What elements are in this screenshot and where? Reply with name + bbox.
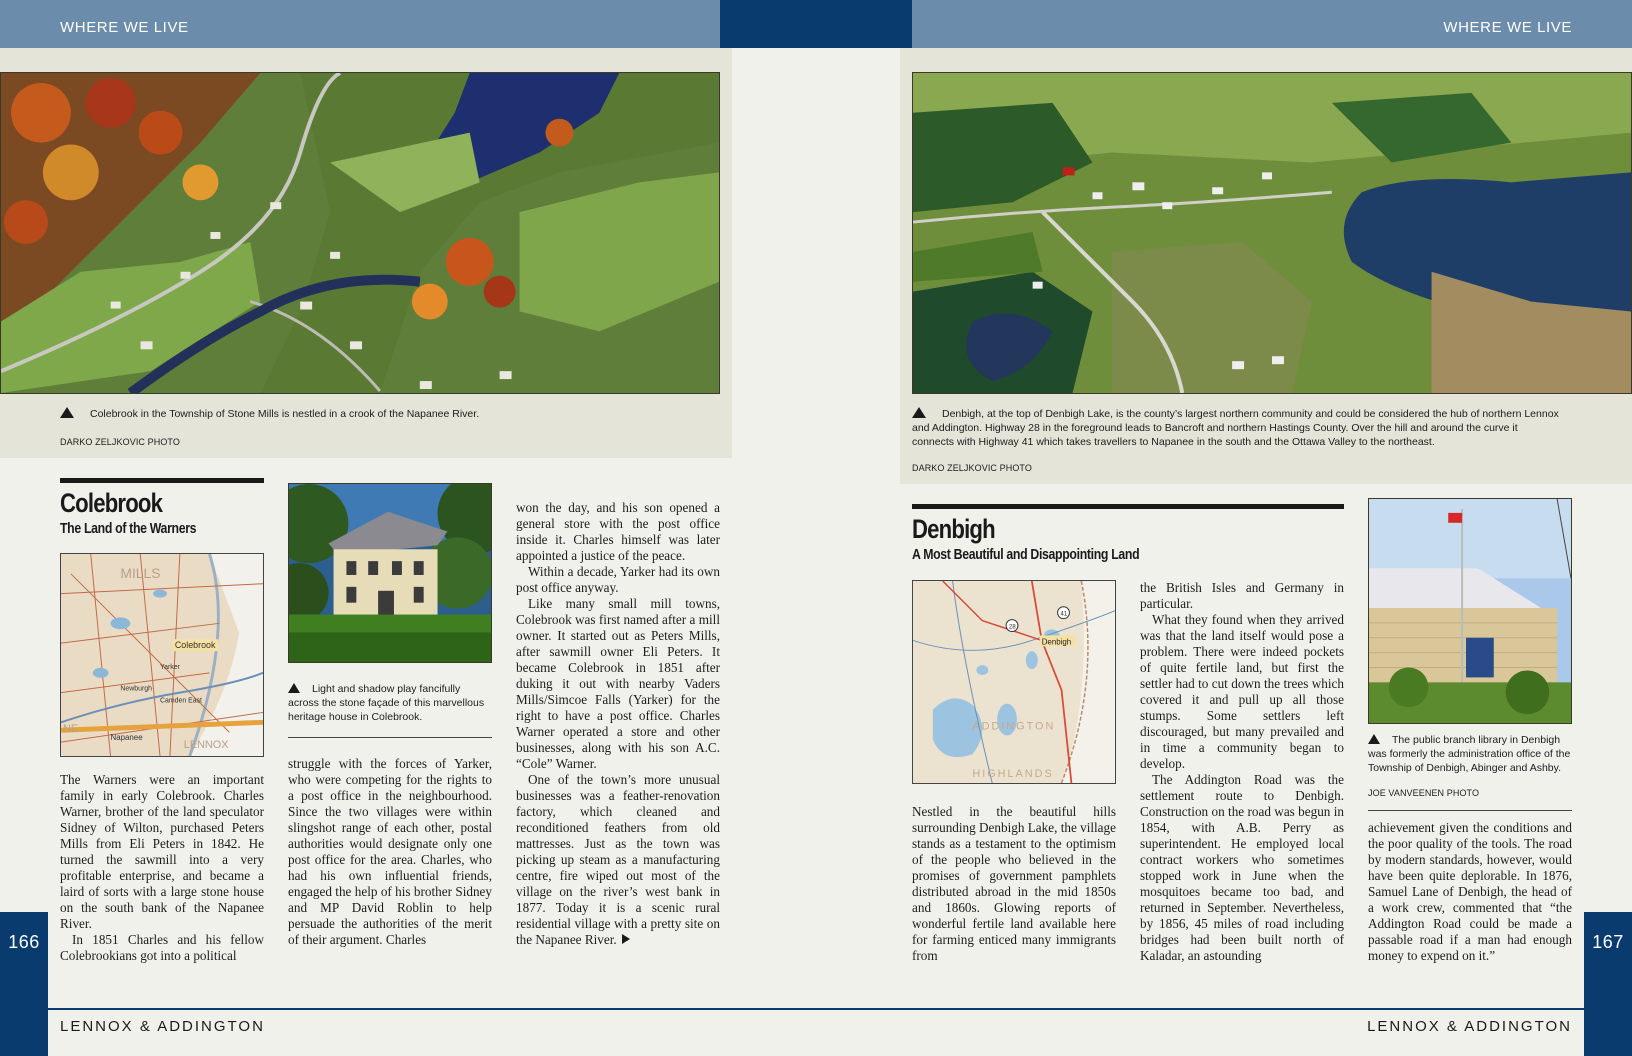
caption-pointer-icon bbox=[60, 407, 74, 418]
library-photo-credit: JOE VANVEENEN PHOTO bbox=[1368, 788, 1480, 798]
colebrook-text-col-3 bbox=[516, 500, 720, 948]
colebrook-title: Colebrook bbox=[60, 488, 163, 518]
colebrook-subtitle: The Land of the Warners bbox=[60, 520, 197, 537]
denbigh-title-rule bbox=[912, 504, 1344, 509]
footer-rule bbox=[48, 1008, 1584, 1010]
map-label-mills: MILLS bbox=[120, 564, 161, 581]
denbigh-text-col-3 bbox=[1368, 820, 1572, 964]
denbigh-text-col-2 bbox=[1140, 580, 1344, 964]
paragraph: The Warners were an important family in early Colebrook. Charles Warner, brother of the land speculator Sidney of Wilton, purchased Peters Mills from Eli Peters in 1842. He turned the sawmill into a very profitable enterprise, and became a laird of sorts with a large stone house on the south bank of the Napanee River. bbox=[60, 772, 264, 931]
paragraph: Like many small mill towns, Colebrook was first named after a mill owner. It started out as Peters Mills, after sawmill owner Eli Peters. It became Colebrook in 1851 after duking it out with nearby Vaders Mills/Simcoe Falls (Yarker) for the right to have a post office. Charles Warner operated a store and other businesses, along with his son A.C. “Cole” Warner. bbox=[516, 596, 720, 771]
end-of-article-icon bbox=[622, 934, 630, 944]
map-label-camden-east: Camden East bbox=[160, 697, 202, 705]
denbigh-photo-credit: DARKO ZELJKOVIC PHOTO bbox=[912, 463, 1032, 473]
page-number-left: 166 bbox=[0, 912, 48, 1056]
colebrook-text-col-2 bbox=[288, 756, 492, 948]
map-label-newburgh: Newburgh bbox=[120, 685, 152, 693]
paragraph: The Addington Road was the settlement route to Denbigh. Construction on the road was begun in 1854, with A.B. Perry as superintendent. He employed local contract workers who sometimes stopped work in June when the mosquitoes became too bad, and returned in September. Nevertheless, by 1856, 45 miles of road including bridges had been built north of Kaladar, an astounding bbox=[1140, 772, 1344, 963]
map-label-napanee: Napanee bbox=[110, 733, 143, 743]
map-label-hwy-28: 28 bbox=[1009, 624, 1016, 631]
map-label-lennox: LENNOX bbox=[183, 739, 229, 752]
paragraph: Within a decade, Yarker had its own post office anyway. bbox=[516, 564, 720, 595]
page-number-right: 167 bbox=[1584, 912, 1632, 1056]
map-label-highlands: HIGHLANDS bbox=[972, 768, 1054, 781]
denbigh-title: Denbigh bbox=[912, 514, 995, 544]
colebrook-title-rule bbox=[60, 478, 264, 483]
caption-pointer-icon bbox=[1368, 734, 1380, 744]
map-label-hwy-41: 41 bbox=[1060, 611, 1068, 618]
caption-pointer-icon bbox=[912, 407, 926, 418]
denbigh-map bbox=[912, 580, 1116, 784]
colebrook-aerial-photo bbox=[0, 72, 720, 394]
library-photo-caption: The public branch library in Denbigh was formerly the administration office of the Township of Denbigh, Abinger and Ashby. bbox=[1368, 734, 1571, 774]
paragraph: In 1851 Charles and his fellow Colebrookians got into a political bbox=[60, 932, 264, 963]
library-caption-rule bbox=[1368, 810, 1572, 811]
caption-pointer-icon bbox=[288, 683, 300, 693]
paragraph: the British Isles and Germany in particular. bbox=[1140, 580, 1344, 611]
map-label-ne: NE bbox=[62, 723, 79, 736]
map-label-yarker: Yarker bbox=[160, 663, 180, 671]
house-caption-rule bbox=[288, 737, 492, 738]
heritage-house-caption: Light and shadow play fancifully across the stone façade of this marvellous heritage house in Colebrook. bbox=[288, 683, 485, 723]
colebrook-photo-credit: DARKO ZELJKOVIC PHOTO bbox=[60, 437, 180, 447]
header-spine-block bbox=[720, 0, 912, 48]
footer-title-right: LENNOX & ADDINGTON bbox=[1367, 1018, 1572, 1035]
section-label-left: WHERE WE LIVE bbox=[60, 19, 189, 36]
paragraph: achievement given the conditions and the poor quality of the tools. The road by modern standards, however, would have been quite deplorable. In 1876, Samuel Lane of Denbigh, the head of a work crew, commented that “the Addington Road could be made a passable road if a man had enough money to expend on it.” bbox=[1368, 820, 1572, 963]
paragraph: What they found when they arrived was that the land itself would pose a problem. There were indeed pockets of quite fertile land, but first the settler had to cut down the trees which covered it and pull up all those stumps. Some settlers left discouraged, but many prevailed and in time a community began to develop. bbox=[1140, 612, 1344, 771]
footer-title-left: LENNOX & ADDINGTON bbox=[60, 1018, 265, 1035]
section-label-right: WHERE WE LIVE bbox=[1443, 19, 1572, 36]
colebrook-photo-caption: Colebrook in the Township of Stone Mills is nestled in a crook of the Napanee River. bbox=[60, 407, 700, 421]
paragraph: Nestled in the beautiful hills surrounding Denbigh Lake, the village stands as a testament to the optimism of the people who believed in the promises of government pamphlets distributed abroad in the mid 1850s and 1860s. Glowing reports of wonderful fertile land available here for farming enticed many immigrants from bbox=[912, 804, 1116, 963]
map-label-addington: ADDINGTON bbox=[972, 720, 1056, 733]
colebrook-text-col-1 bbox=[60, 772, 264, 964]
paragraph: struggle with the forces of Yarker, who were competing for the rights to a post office in the neighbourhood. Since the two villages were within slingshot range of each other, postal authorities would designate only one post office for the area. Charles, who had his own influential friends, engaged the help of his brother Sidney and MP David Roblin to help persuade the authorities of the merit of their argument. Charles bbox=[288, 756, 492, 947]
heritage-house-photo bbox=[288, 483, 492, 663]
map-label-colebrook: Colebrook bbox=[174, 640, 216, 651]
denbigh-subtitle: A Most Beautiful and Disappointing Land bbox=[912, 546, 1140, 563]
colebrook-map bbox=[60, 553, 264, 757]
library-photo bbox=[1368, 498, 1572, 724]
denbigh-aerial-photo bbox=[912, 72, 1632, 394]
denbigh-photo-caption: Denbigh, at the top of Denbigh Lake, is the county’s largest northern community and could be considered the hub of northern Lennox and Addington. Highway 28 in the foreground leads to Bancroft and northern Hastings County. Over the hill and around the curve it connects with Highway 41 which takes travellers to Napanee in the south and the Ottawa Valley to the northeast. bbox=[912, 408, 1559, 448]
map-label-denbigh: Denbigh bbox=[1041, 637, 1072, 647]
paragraph: won the day, and his son opened a general store with the post office inside it. Charles himself was later appointed a justice of the peace. bbox=[516, 500, 720, 563]
denbigh-text-col-1 bbox=[912, 804, 1116, 964]
paragraph: One of the town’s more unusual businesses was a feather-renovation factory, which cleaned and reconditioned feathers from old mattresses. Just as the town was picking up steam as a manufacturing centre, fire wiped out most of the village on the river’s west bank in 1877. Today it is a scenic rural residential village with a pretty site on the Napanee River. bbox=[516, 772, 720, 947]
